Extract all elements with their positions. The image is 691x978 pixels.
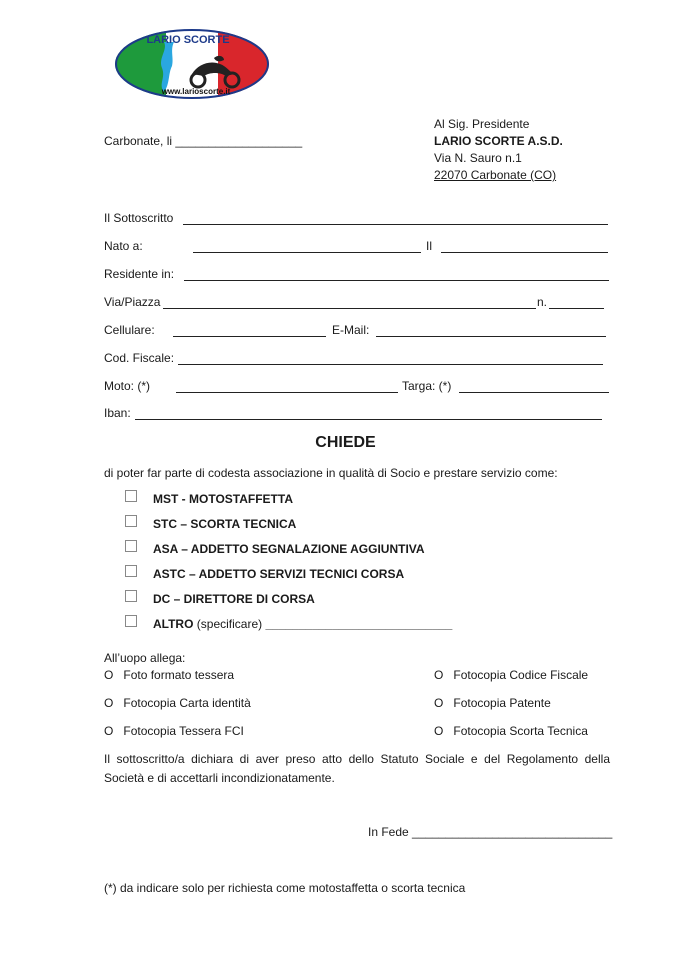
allega-left-2 (104, 696, 251, 710)
recipient-line1: Al Sig. Presidente (434, 117, 530, 131)
signature-label: In Fede (368, 825, 409, 839)
logo-graphic (114, 28, 270, 100)
field-via[interactable] (163, 308, 536, 309)
label-iban: Iban: (104, 406, 131, 420)
checkbox-astc[interactable] (125, 565, 137, 577)
footnote: (*) da indicare solo per richiesta come motostaffetta o scorta tecnica (104, 881, 466, 895)
allega-right-3 (434, 724, 588, 738)
checkbox-dc[interactable] (125, 590, 137, 602)
checkbox-stc[interactable] (125, 515, 137, 527)
checkbox-altro[interactable] (125, 615, 137, 627)
label-targa: Targa: (*) (402, 379, 452, 393)
altro-spec: (specificare) (196, 617, 263, 631)
allega-item: Fotocopia Codice Fiscale (453, 668, 589, 682)
label-via: Via/Piazza (104, 295, 161, 309)
field-moto[interactable] (176, 392, 398, 393)
checkbox-mst[interactable] (125, 490, 137, 502)
label-sottoscritto: Il Sottoscritto (104, 211, 174, 225)
allega-marker: O (434, 696, 444, 710)
label-cellulare: Cellulare: (104, 323, 155, 337)
allega-marker: O (104, 668, 114, 682)
option-astc: ASTC – ADDETTO SERVIZI TECNICI CORSA (153, 567, 405, 581)
allega-right-2 (434, 696, 551, 710)
field-residente[interactable] (184, 280, 609, 281)
logo-url: www.larioscorte.it (161, 87, 231, 96)
field-targa[interactable] (459, 392, 609, 393)
allega-marker: O (434, 724, 444, 738)
option-asa: ASA – ADDETTO SEGNALAZIONE AGGIUNTIVA (153, 542, 425, 556)
allega-left-3 (104, 724, 244, 738)
signature-line[interactable]: ______________________________ (412, 825, 613, 839)
declaration-text: Il sottoscritto/a dichiara di aver preso atto dello Statuto Sociale e del Regolamento della Società e di accettarli incondizionatamente. (104, 752, 610, 785)
option-stc: STC – SCORTA TECNICA (153, 517, 297, 531)
label-moto: Moto: (*) (104, 379, 151, 393)
allega-title: All’uopo allega: (104, 651, 186, 665)
label-nato-a: Nato a: (104, 239, 143, 253)
allega-marker: O (434, 668, 444, 682)
altro-line[interactable]: ____________________________ (265, 617, 453, 631)
label-email: E-Mail: (332, 323, 370, 337)
field-email[interactable] (376, 336, 606, 337)
allega-left-1 (104, 668, 234, 682)
recipient-line3: Via N. Sauro n.1 (434, 151, 522, 165)
signature (368, 825, 612, 839)
altro-label: ALTRO (153, 617, 194, 631)
checkbox-asa[interactable] (125, 540, 137, 552)
field-data-nascita[interactable] (441, 252, 608, 253)
allega-right-1 (434, 668, 588, 682)
place-date: Carbonate, li ___________________ (104, 134, 303, 148)
allega-marker: O (104, 724, 114, 738)
logo-title: LARIO SCORTE (146, 34, 230, 46)
label-cod-fiscale: Cod. Fiscale: (104, 351, 175, 365)
allega-item: Foto formato tessera (123, 668, 235, 682)
field-iban[interactable] (135, 419, 602, 420)
field-nato-a[interactable] (193, 252, 421, 253)
recipient-line4: 22070 Carbonate (CO) (434, 168, 557, 182)
option-dc: DC – DIRETTORE DI CORSA (153, 592, 315, 606)
field-cellulare[interactable] (173, 336, 326, 337)
allega-item: Fotocopia Scorta Tecnica (453, 724, 588, 738)
chiede-intro: di poter far parte di codesta associazione in qualità di Socio e prestare servizio come: (104, 466, 558, 480)
label-il: Il (426, 239, 432, 253)
lario-scorte-logo (114, 28, 270, 100)
field-numero[interactable] (549, 308, 604, 309)
label-numero: n. (537, 295, 548, 309)
allega-item: Fotocopia Tessera FCI (123, 724, 244, 738)
label-residente: Residente in: (104, 267, 175, 281)
field-cod-fiscale[interactable] (178, 364, 603, 365)
chiede-title: CHIEDE (315, 434, 376, 451)
option-altro (153, 617, 452, 631)
field-sottoscritto[interactable] (183, 224, 608, 225)
allega-item: Fotocopia Carta identità (123, 696, 251, 710)
recipient-line2: LARIO SCORTE A.S.D. (434, 134, 563, 148)
allega-item: Fotocopia Patente (453, 696, 551, 710)
allega-marker: O (104, 696, 114, 710)
option-mst: MST - MOTOSTAFFETTA (153, 492, 293, 506)
